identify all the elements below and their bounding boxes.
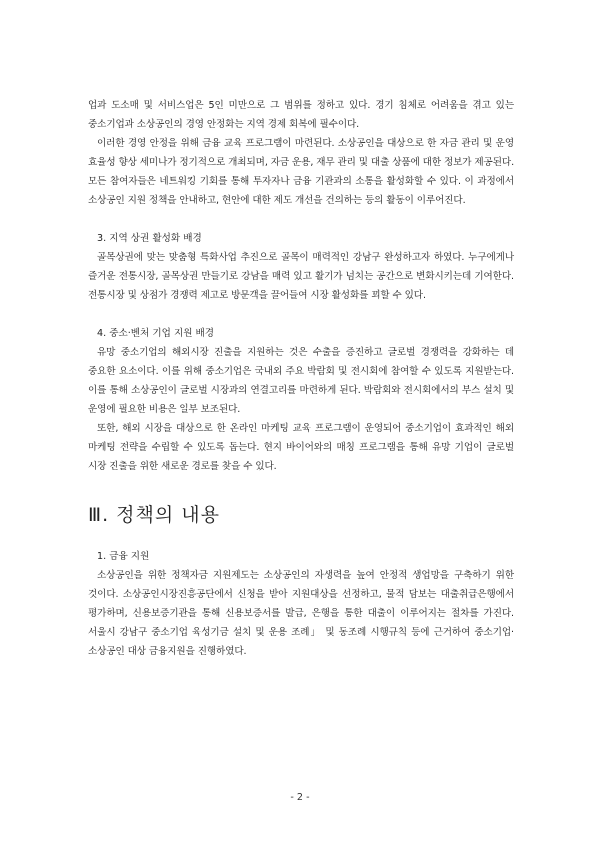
paragraph-intro-1: 업과 도소매 및 서비스업은 5인 미만으로 그 범위를 정하고 있다. 경기 침체로 어려움을 겪고 있는 중소기업과 소상공인의 경영 안정화는 지역 경제 회복에 필수이다. bbox=[88, 100, 514, 130]
chapter-3-title: Ⅲ. 정책의 내용 bbox=[88, 504, 220, 526]
spacer bbox=[88, 210, 514, 229]
chapter-3-sub-1-heading: 1. 금융 지원 bbox=[97, 551, 150, 562]
paragraph-intro-2: 이러한 경영 안정을 위해 금융 교육 프로그램이 마련된다. 소상공인을 대상으로 한 자금 관리 및 운영 효율성 향상 세미나가 정기적으로 개최되며, 자금 운용, 재무 관리 및 대출 상품에 대한 정보가 제공된다. 모든 참여자들은 네트워킹 기회를 통해 투자자나 금융 기관과의 소통을 활성화할 수 있다. 이 과정에서 소상공인 지원 정책을 안내하고, 현안에 대한 제도 개선을 건의하는 등의 활동이 이루어진다. bbox=[88, 138, 515, 206]
spacer bbox=[88, 528, 514, 547]
section-4-heading: 4. 중소·벤처 기업 지원 배경 bbox=[97, 328, 215, 339]
page-number: - 2 - bbox=[290, 792, 310, 803]
chapter-3-sub-1-paragraph: 소상공인을 위한 정책자금 지원제도는 소상공인의 자생력을 높여 안정적 생업망을 구축하기 위한 것이다. 소상공인시장진흥공단에서 신청을 받아 지원대상을 선정하고, 물적 담보는 대출취급은행에서 평가하며, 신용보증기관을 통해 신용보증서를 발급, 은행을 통한 대출이 이루어지는 절차를 가진다. 서울시 강남구 중소기업 육성기금 설치 및 운용 조례」 및 동조례 시행규칙 등에 근거하여 중소기업·소상공인 대상 금융지원을 진행하였다. bbox=[88, 570, 514, 657]
section-4-paragraph-2: 또한, 해외 시장을 대상으로 한 온라인 마케팅 교육 프로그램이 운영되어 중소기업이 효과적인 해외 마케팅 전략을 수립할 수 있도록 돕는다. 현지 바이어와의 매칭 프로그램을 통해 유망 기업이 글로벌 시장 진출을 위한 새로운 경로를 찾을 수 있다. bbox=[88, 423, 514, 472]
section-3-heading: 3. 지역 상권 활성화 배경 bbox=[97, 233, 202, 244]
document-body bbox=[88, 96, 514, 661]
section-4-paragraph-1: 유망 중소기업의 해외시장 진출을 지원하는 것은 수출을 증진하고 글로벌 경쟁력을 강화하는 데 중요한 요소이다. 이를 위해 중소기업은 국내외 주요 박람회 및 전시회에 참여할 수 있도록 지원받는다. 이를 통해 소상공인이 글로벌 시장과의 연결고리를 마련하게 된다. 박람회와 전시회에서의 부스 설치 및 운영에 필요한 비용은 일부 보조된다. bbox=[88, 347, 514, 415]
spacer bbox=[88, 305, 514, 324]
section-3-paragraph: 골목상권에 맞는 맞춤형 특화사업 추진으로 골목이 매력적인 강남구 완성하고자 하였다. 누구에게나 즐거운 전통시장, 골목상권 만들기로 강남을 매력 있고 활기가 넘치는 공간으로 변화시키는데 기여한다. 전통시장 및 상점가 경쟁력 제고로 방문객을 끌어들여 시장 활성화를 꾀할 수 있다. bbox=[88, 252, 514, 301]
